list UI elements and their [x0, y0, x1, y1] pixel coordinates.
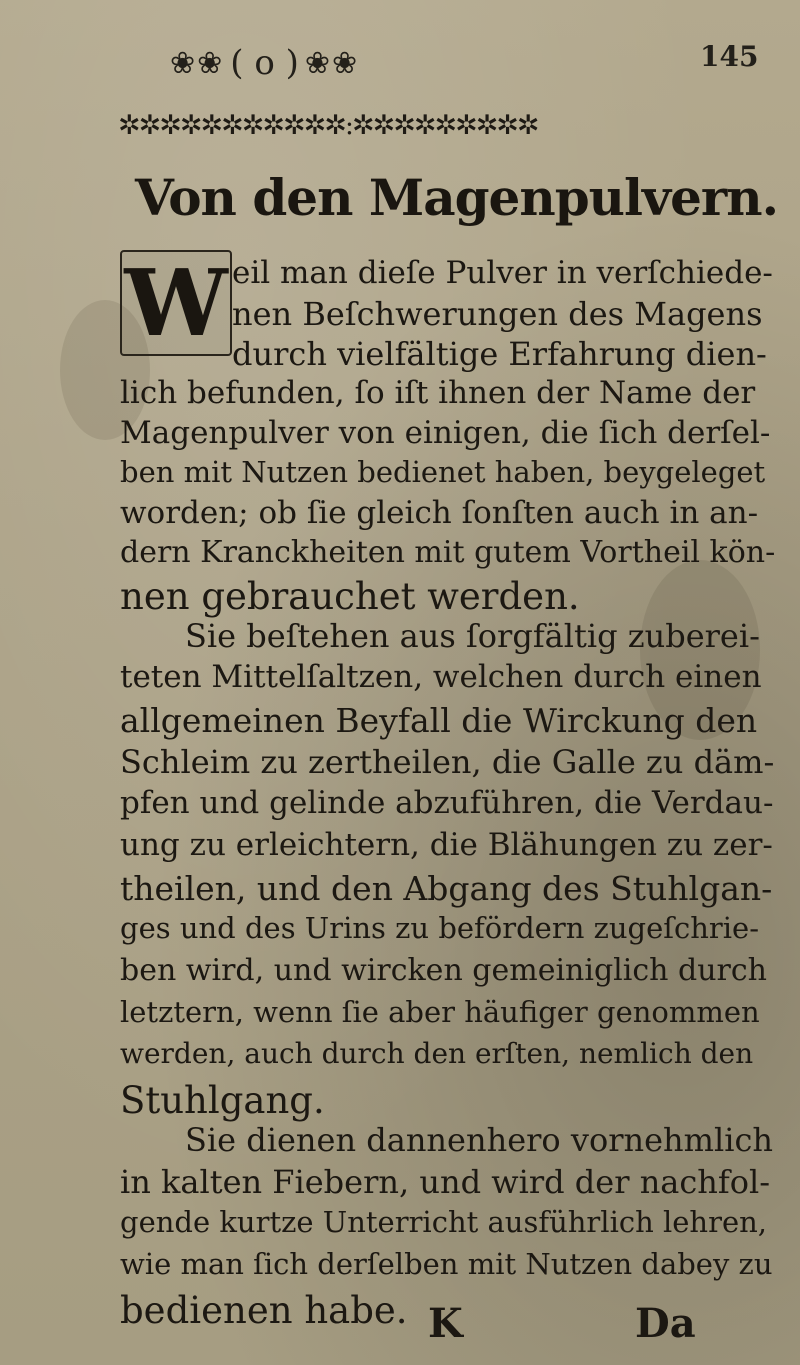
text-line: nen gebrauchet werden. [120, 575, 580, 618]
page-header [170, 38, 770, 88]
text-line: in kalten Fiebern, und wird der nachfol- [120, 1163, 771, 1201]
text-line: wie man ſich derſelben mit Nutzen dabey zu [120, 1247, 773, 1281]
text-line: durch vielfältige Erfahrung dien- [232, 335, 767, 373]
text-line: allgemeinen Beyfall die Wirckung den [120, 701, 758, 740]
header-bracket: ( o ) [230, 43, 299, 83]
text-line: theilen, und den Abgang des Stuhlgan- [120, 869, 773, 908]
text-line: gende kurtze Unterricht ausführlich lehren, [120, 1205, 768, 1239]
text-line: ung zu erleichtern, die Blähungen zu zer- [120, 827, 773, 863]
page-number: 145 [700, 40, 759, 73]
text-line: Sie dienen dannenhero vornehmlich [185, 1121, 773, 1159]
text-line: Sie beſtehen aus ſorgfältig zuberei- [185, 617, 760, 655]
section-title: Von den Magenpulvern. [135, 168, 778, 227]
catchword-next-page: Da [635, 1300, 696, 1347]
text-line: ges und des Urins zu befördern zugeſchrie- [120, 911, 760, 945]
text-line: lich befunden, ſo iſt ihnen der Name der [120, 375, 756, 411]
text-line: Stuhlgang. [120, 1079, 325, 1122]
text-line: bedienen habe. [120, 1289, 408, 1332]
text-line: letztern, wenn ſie aber häufiger genommen [120, 995, 760, 1029]
text-line: werden, auch durch den erſten, nemlich den [120, 1037, 754, 1070]
text-line: ben wird, und wircken gemeiniglich durch [120, 953, 768, 988]
text-line: pfen und gelinde abzuführen, die Verdau- [120, 785, 774, 821]
text-line: teten Mittelſaltzen, welchen durch einen [120, 659, 762, 695]
text-line: Schleim zu zertheilen, die Galle zu däm- [120, 743, 775, 781]
text-line: worden; ob ſie gleich ſonſten auch in an- [120, 495, 759, 531]
star-ornament-rule: ✲✲✲✲✲✲✲✲✲✲✲:✲✲✲✲✲✲✲✲✲ [118, 110, 538, 141]
header-right-ornament: ❀❀ [304, 45, 360, 81]
signature-mark: K [428, 1300, 463, 1347]
header-left-ornament: ❀❀ [170, 45, 225, 81]
drop-cap-initial: W [120, 250, 232, 356]
text-line: eil man dieſe Pulver in verſchiede- [232, 255, 773, 291]
text-line: dern Kranckheiten mit gutem Vortheil kön- [120, 535, 776, 570]
text-line: Magenpulver von einigen, die ſich derſel- [120, 415, 771, 451]
text-line: ben mit Nutzen bedienet haben, beygeleget [120, 455, 766, 489]
text-line: nen Beſchwerungen des Magens [232, 295, 763, 333]
